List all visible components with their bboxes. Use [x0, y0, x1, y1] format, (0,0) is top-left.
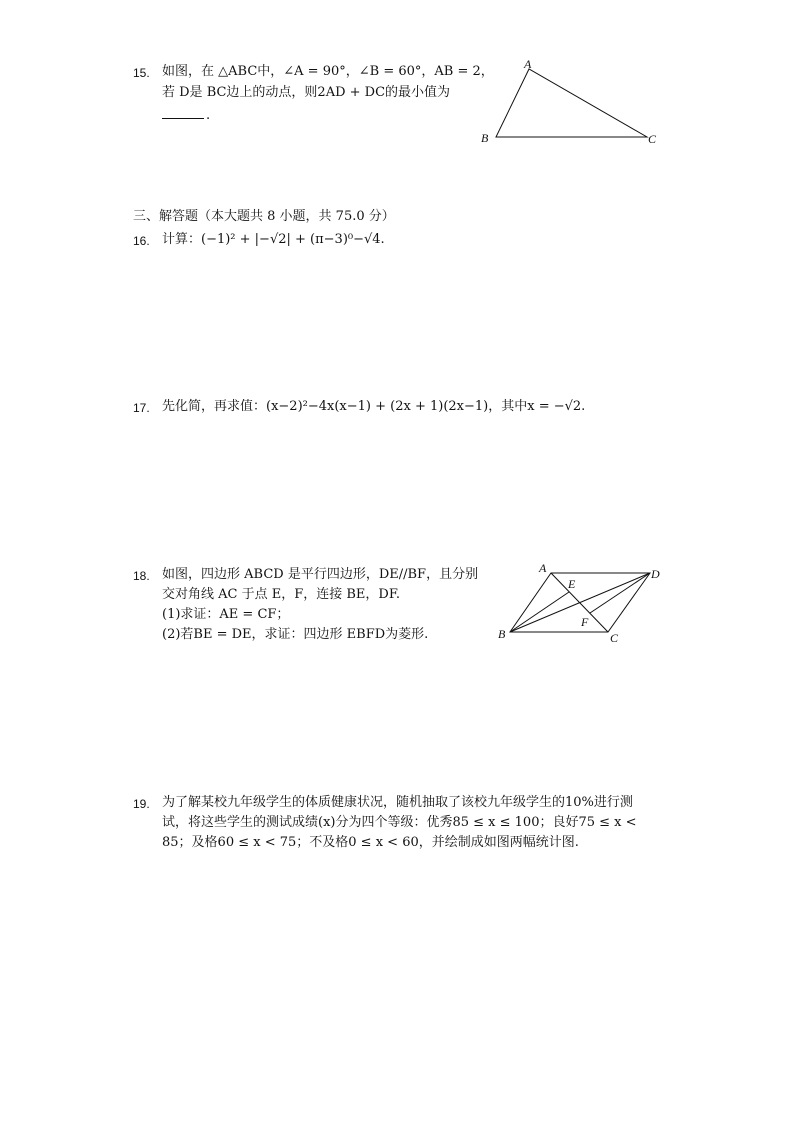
- q18-line2: 交对角线 AC 于点 E，F，连接 BE，DF.: [162, 587, 400, 602]
- q16-number: 16.: [133, 234, 150, 248]
- label-a: A: [524, 57, 532, 71]
- q18-number: 18.: [133, 569, 150, 583]
- segment-df: [590, 573, 650, 613]
- q15-line3-suffix: .: [206, 108, 211, 123]
- q17-number: 17.: [133, 401, 150, 415]
- label-c: C: [648, 132, 657, 146]
- q15-line1: 如图，在 △ABC中，∠A = 90°，∠B = 60°，AB = 2，: [162, 64, 494, 79]
- label-e: E: [568, 577, 576, 591]
- q19-line1: 为了解某校九年级学生的体质健康状况，随机抽取了该校九年级学生的10%进行测: [162, 795, 633, 810]
- section3-heading: 三、解答题（本大题共 8 小题，共 75.0 分）: [133, 209, 395, 224]
- q15-number: 15.: [133, 66, 150, 80]
- q17-text: 先化简，再求值：(x−2)²−4x(x−1) + (2x + 1)(2x−1)，其中x = −√2.: [162, 399, 586, 414]
- q18-parallelogram-figure: [495, 560, 675, 650]
- q15-line3: [162, 104, 210, 126]
- q16-text: 计算：(−1)² + |−√2| + (π−3)⁰−√4.: [162, 232, 385, 247]
- q18-line1: 如图，四边形 ABCD 是平行四边形，DE//BF，且分别: [162, 567, 479, 582]
- q19-number: 19.: [133, 797, 150, 811]
- label-d: D: [651, 567, 660, 581]
- q15-line2: 若 D是 BC边上的动点，则2AD + DC的最小值为: [162, 85, 451, 100]
- triangle-abc: [496, 69, 647, 137]
- q15-triangle-figure: [478, 55, 678, 155]
- answer-blank: [162, 104, 204, 119]
- label-b: B: [481, 131, 489, 145]
- q19-line3: 85；及格60 ≤ x < 75；不及格0 ≤ x < 60，并绘制成如图两幅统计图.: [162, 835, 579, 850]
- q19-line2: 试，将这些学生的测试成绩(x)分为四个等级：优秀85 ≤ x ≤ 100；良好75 ≤ x <: [162, 815, 637, 830]
- label-c: C: [610, 631, 619, 645]
- label-f: F: [581, 615, 589, 629]
- q18-line3: (1)求证：AE = CF；: [162, 607, 290, 622]
- label-a: A: [539, 561, 547, 575]
- q18-line4: (2)若BE = DE，求证：四边形 EBFD为菱形.: [162, 627, 429, 642]
- label-b: B: [498, 627, 506, 641]
- segment-be: [510, 592, 569, 632]
